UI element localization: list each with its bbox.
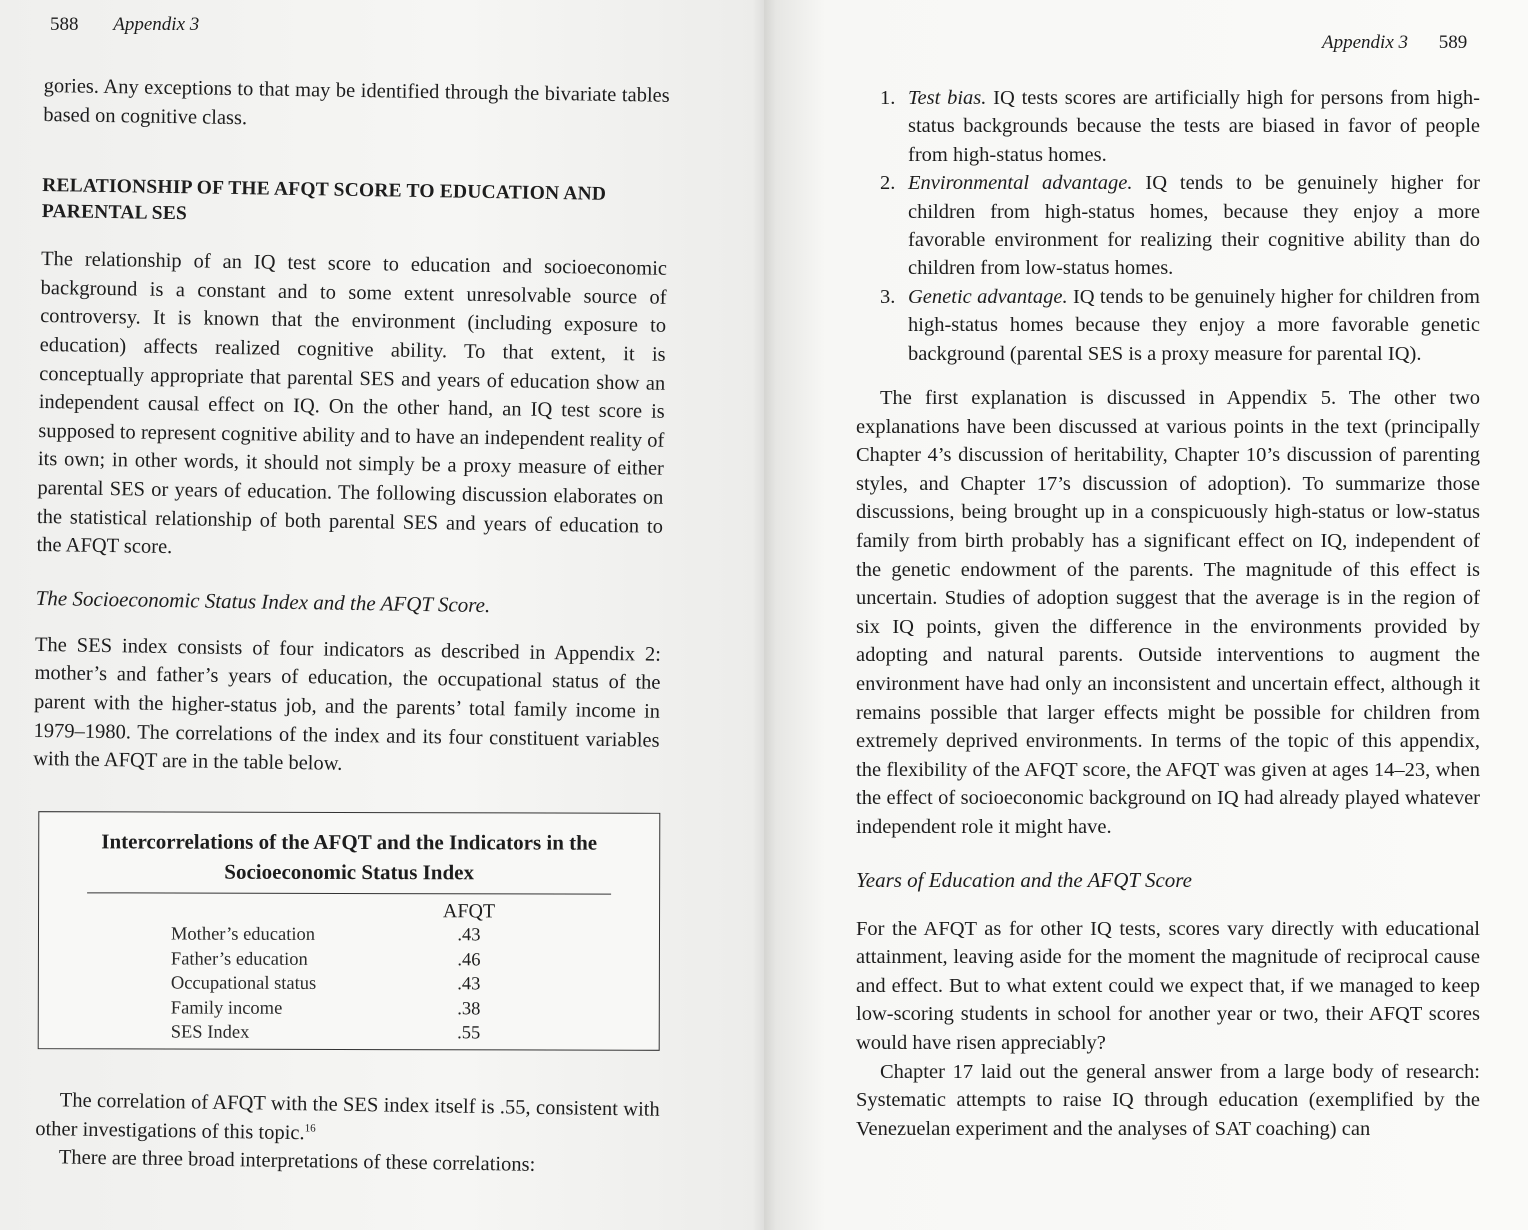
- right-section-title: Appendix 3: [1322, 32, 1409, 53]
- left-section-title: Appendix 3: [113, 14, 200, 35]
- closing-line: There are three broad interpretations of these correlations:: [58, 1146, 536, 1177]
- ses-paragraph: The SES index consists of four indicators as described in Appendix 2: mother’s and father’s years of education, the occupational status of the parent with the higher-status job, and the parents’ total family income in 1979–1980. The correlations of the index and its four constituent variables with the AFQT are in the table below.: [33, 633, 662, 775]
- footnote-reference: 16: [304, 1121, 316, 1135]
- right-text-column: [856, 84, 1480, 1143]
- row-label: Mother’s education: [170, 924, 316, 946]
- interpretation-term: Genetic advantage.: [908, 285, 1068, 308]
- table-title: Intercorrelations of the AFQT and the Indicators in the Socioeconomic Status Index: [101, 829, 598, 885]
- interpretation-term: Test bias.: [908, 87, 987, 109]
- list-item: 2. Environmental advantage. IQ tends to be genuinely higher for children from high-status homes, because they enjoy a more favorable environment for realizing their cognitive ability than do children from low-status homes.: [880, 172, 1480, 280]
- table-header-row: [171, 899, 531, 924]
- row-label: SES Index: [170, 1022, 250, 1043]
- right-running-head: [1322, 32, 1467, 54]
- education-subheading: Years of Education and the AFQT Score: [856, 867, 1192, 892]
- left-after-table: [35, 1086, 660, 1182]
- row-value: .55: [457, 1023, 481, 1044]
- left-page-number: 588: [50, 14, 79, 35]
- chapter-paragraph: Chapter 17 laid out the general answer from a large body of research: Systematic attempts to raise IQ through education (exemplified by the Venezuelan experiment and the analyses of SAT coaching) can: [856, 1060, 1480, 1140]
- table-row: [171, 948, 531, 973]
- row-value: .38: [457, 999, 481, 1020]
- intro-paragraph: gories. Any exceptions to that may be identified through the bivariate tables based on cognitive class.: [43, 74, 670, 129]
- table-body: [171, 899, 531, 1047]
- row-label: Father’s education: [170, 949, 308, 970]
- list-item: 3. Genetic advantage. IQ tends to be genuinely higher for children from high-status homes because they enjoy a more favorable genetic background (parental SES is a proxy measure for parental IQ).: [880, 285, 1481, 365]
- interpretations-list: [856, 84, 1480, 368]
- right-page-number: 589: [1438, 32, 1468, 53]
- table-rule: [87, 892, 611, 894]
- explanation-paragraph: The first explanation is discussed in Appendix 5. The other two explanations have been discussed at various points in the text (principally Chapter 4’s discussion of heritability, Chapter 10’s discussion of parenting styles, and Chapter 17’s discussion of adoption). To summarize those discussions, being brought up in a conspicuously high-status or low-status family from birth probably has a significant effect on IQ, independent of the genetic endowment of the parents. The magnitude of this effect is uncertain. Studies of adoption suggest that the average is in the region of six IQ points, given the difference in the environments provided by adopting and natural parents. Outside interventions to augment the environment have had only an inconsistent and uncertain effect, although it remains possible that larger effects might be possible for children from extremely deprived environments. In terms of the topic of this appendix, the flexibility of the AFQT score, the AFQT was given at ages 14–23, when the effect of socioeconomic background on IQ had already played whatever independent role it might have.: [856, 387, 1480, 838]
- column-header-afqt: AFQT: [442, 899, 496, 923]
- table-row: [171, 923, 531, 948]
- left-running-head: [50, 14, 199, 36]
- interpretation-term: Environmental advantage.: [908, 172, 1133, 195]
- table-row: [171, 997, 531, 1022]
- section-paragraph: The relationship of an IQ test score to education and socioeconomic background is a constant and to some extent unresolvable source of controversy. It is known that the environment (including exposure to education) affects realized cognitive ability. To that extent, it is conceptually appropriate that parental SES and years of education show an independent causal effect on IQ. On the other hand, an IQ test score is supposed to represent cognitive ability and to have an independent reality of its own; in other words, it should not simply be a proxy measure of either parental SES or years of education. The following discussion elaborates on the statistical relationship of both parental SES and years of education to the AFQT score.: [36, 248, 668, 559]
- row-label: Family income: [170, 998, 283, 1019]
- book-gutter: [752, 0, 776, 1230]
- correlation-table: [38, 811, 661, 1051]
- row-value: .46: [457, 950, 481, 971]
- education-paragraph: For the AFQT as for other IQ tests, scores vary directly with educational attainment, leaving aside for the moment the magnitude of reciprocal cause and effect. But to what extent could we expect that, if we managed to keep low-scoring students in school for another year or two, their AFQT scores would have risen appreciably?: [856, 917, 1480, 1054]
- row-value: .43: [457, 925, 481, 946]
- table-row: [171, 972, 531, 997]
- table-row: [171, 1021, 531, 1046]
- row-value: .43: [457, 974, 481, 995]
- left-text-column: [33, 72, 670, 783]
- list-item: 1. Test bias. IQ tests scores are artificially high for persons from high-status backgrounds because the tests are biased in favor of people from high-status homes.: [880, 87, 1480, 166]
- section-heading: RELATIONSHIP OF THE AFQT SCORE TO EDUCATION AND PARENTAL SES: [41, 175, 607, 225]
- ses-subheading: The Socioeconomic Status Index and the AFQT Score.: [35, 585, 491, 617]
- after-table-paragraph: The correlation of AFQT with the SES index itself is .55, consistent with other investigations of this topic.$^{16}$: [35, 1089, 660, 1144]
- row-label: Occupational status: [170, 973, 317, 995]
